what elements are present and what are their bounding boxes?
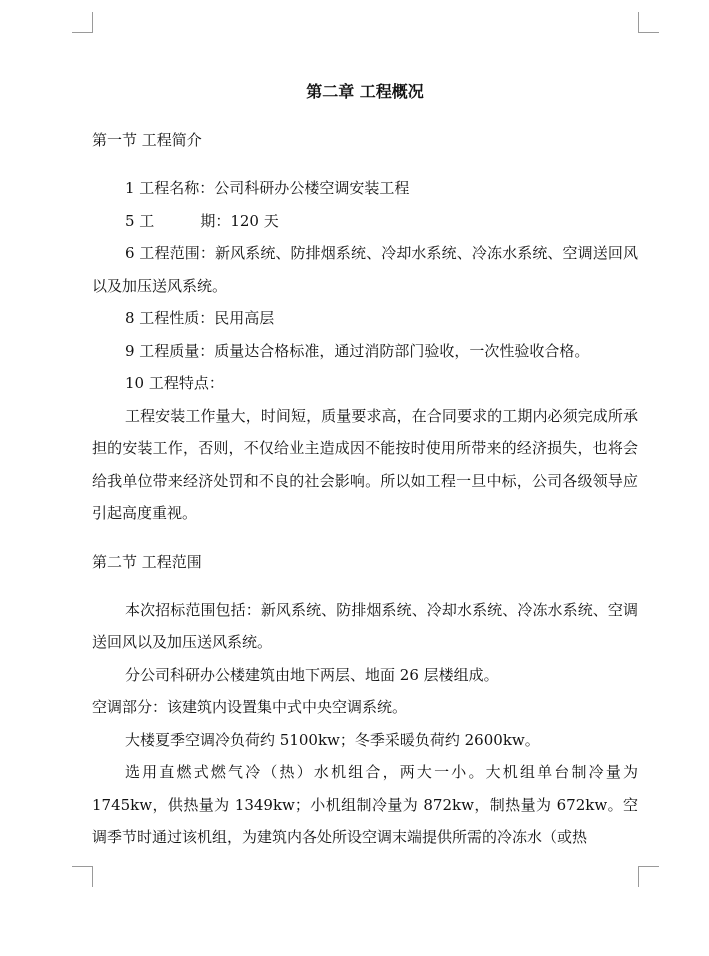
chiller-paragraph: 选用直燃式燃气冷（热）水机组合，两大一小。大机组单台制冷量为 1745kw，供热量为 1349kw；小机组制冷量为 872kw，制热量为 672kw。空调季节时通过该机组，为建筑内各处所设空调末端提供所需的冷冻水（或热	[92, 763, 638, 846]
project-scope-line: 6 工程范围：新风系统、防排烟系统、冷却水系统、冷冻水系统、空调送回风以及加压送风系统。	[92, 244, 638, 295]
section-heading-1: 第一节 工程简介	[92, 131, 202, 149]
document-page	[92, 76, 638, 854]
load-paragraph: 大楼夏季空调冷负荷约 5100kw；冬季采暖负荷约 2600kw。	[125, 730, 540, 749]
project-name-line: 1 工程名称：公司科研办公楼空调安装工程	[125, 179, 410, 197]
duration-value: 期：120 天	[200, 211, 279, 230]
building-composition-paragraph: 分公司科研办公楼建筑由地下两层、地面 26 层楼组成。	[125, 665, 499, 684]
hvac-part-paragraph: 空调部分：该建筑内设置集中式中央空调系统。	[92, 698, 408, 716]
section-heading-2: 第二节 工程范围	[92, 552, 202, 571]
project-duration-line	[92, 205, 638, 238]
project-features-heading: 10 工程特点：	[125, 374, 224, 392]
page-corner-mark-top-right	[638, 12, 659, 33]
chapter-title: 第二章 工程概况	[306, 82, 424, 101]
project-quality-line: 9 工程质量：质量达合格标准，通过消防部门验收，一次性验收合格。	[125, 341, 590, 360]
page-corner-mark-bottom-right	[638, 866, 659, 887]
duration-prefix: 5 工	[125, 211, 155, 230]
page-corner-mark-bottom-left	[72, 866, 93, 887]
project-nature-line: 8 工程性质：民用高层	[125, 309, 275, 327]
page-corner-mark-top-left	[72, 12, 93, 33]
bid-scope-paragraph: 本次招标范围包括：新风系统、防排烟系统、冷却水系统、冷冻水系统、空调送回风以及加压送风系统。	[92, 600, 638, 651]
project-features-paragraph: 工程安装工作量大，时间短，质量要求高，在合同要求的工期内必须完成所承担的安装工作，否则，不仅给业主造成因不能按时使用所带来的经济损失，也将会给我单位带来经济处罚和不良的社会影响。所以如工程一旦中标，公司各级领导应引起高度重视。	[92, 406, 638, 522]
